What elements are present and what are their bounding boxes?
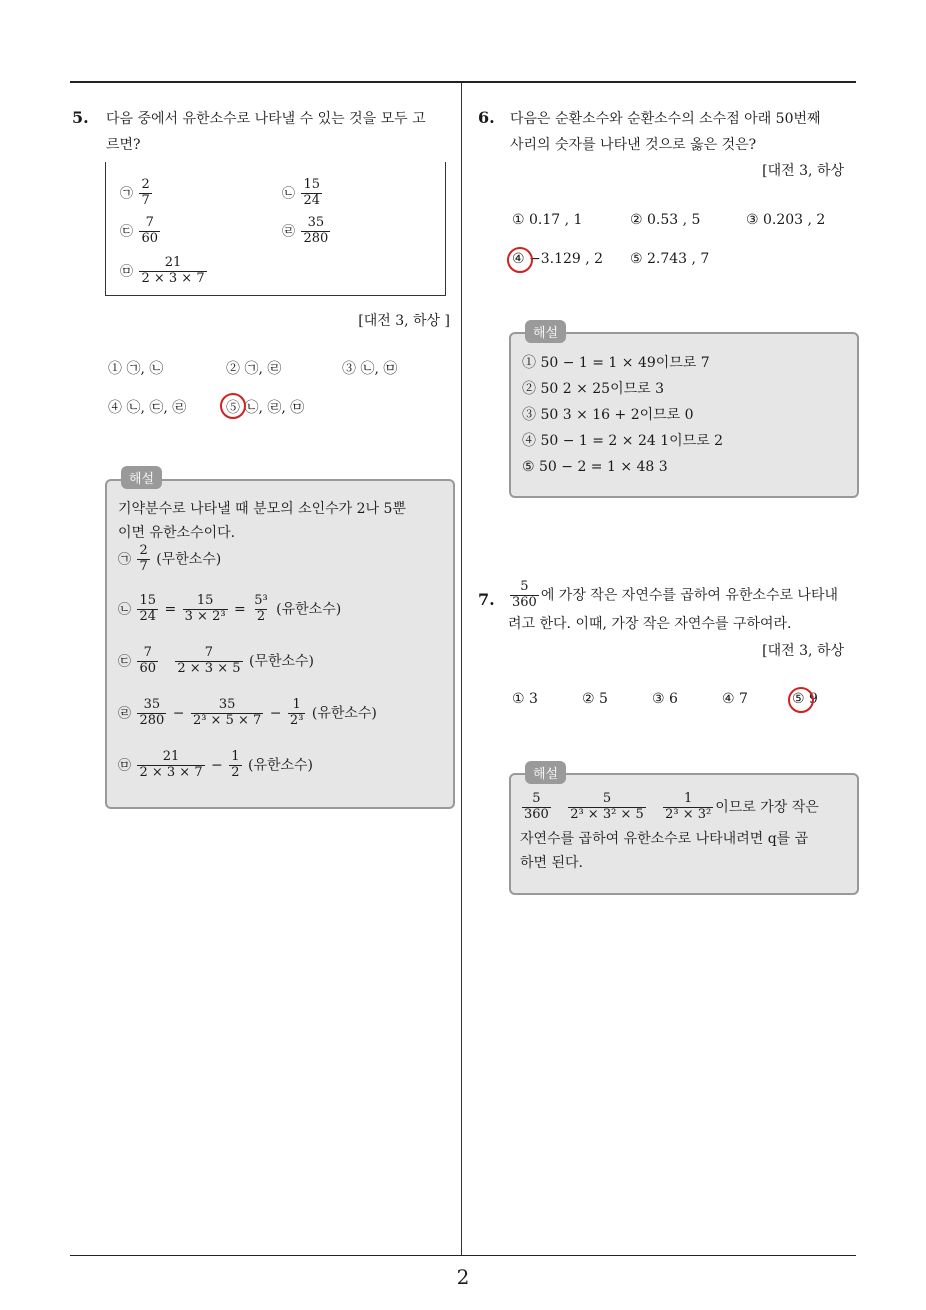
q5-number: 5. [72, 108, 89, 127]
q5-sol-intro-1: 기약분수로 나타낼 때 분모의 소인수가 2나 5뿐 [118, 501, 406, 517]
q5-line-1: 다음 중에서 유한소수로 나타낼 수 있는 것을 모두 고 [106, 111, 426, 127]
q7-choice-5[interactable]: ⑤ 9 [792, 691, 818, 707]
q7-choice-2[interactable]: ② 5 [582, 691, 608, 707]
q6-question [510, 106, 860, 158]
answer-circle-mark [788, 687, 814, 713]
q7-number: 7. [478, 590, 495, 609]
q7-source: [대전 3, 하상 [762, 643, 844, 659]
q6-choice-5[interactable]: ⑤ 2.743 , 7 [630, 251, 710, 267]
q5-item-c [120, 216, 162, 247]
q6-sol-line-1: ① 50 − 1 = 1 × 49이므로 7 [522, 355, 710, 371]
q7-sol-line-2: 자연수를 곱하여 유한소수로 나타내려면 q를 곱 [520, 831, 809, 847]
item-mark: ㉡ [282, 186, 296, 202]
q5-item-b [282, 178, 324, 209]
q6-choice-3[interactable]: ③ 0.203 , 2 [746, 212, 826, 228]
q5-sol-e: ㉤ $\frac{21}{2 \times 3 \times 7}$ − $\frac{1}{2}$ (유한소수) [118, 749, 314, 780]
q6-choice-4[interactable]: ④ −3.129 , 2 [512, 251, 604, 267]
fraction: $\frac{15}{24}$ [303, 177, 321, 208]
q5-choice-4[interactable]: ④ ㉡, ㉢, ㉣ [108, 400, 187, 416]
fraction: $\frac{21}{2 \times 3 \times 7}$ [141, 255, 205, 286]
q5-choice-2[interactable]: ② ㉠, ㉣ [226, 361, 282, 377]
q5-sol-c: ㉢ $\frac{7}{60}$ $\frac{7}{2 \times 3 \times 5}$ (무한소수) [118, 645, 314, 676]
bottom-rule [70, 1255, 856, 1256]
q5-solution-tag: 해설 [121, 466, 162, 489]
q5-items-box [105, 162, 446, 296]
q5-item-d [282, 216, 332, 247]
top-rule [70, 81, 856, 83]
q5-sol-b: ㉡ $\frac{15}{24}$ = $\frac{15}{\text{3 × 2³}}$ = $\frac{\text{5³}}{2}$ (유한소수) [118, 593, 342, 624]
q5-choice-5[interactable]: ⑤ ㉡, ㉣, ㉤ [226, 400, 305, 416]
q6-line-1: 다음은 순환소수와 순환소수의 소수점 아래 50번째 [510, 111, 821, 127]
q7-question [508, 580, 860, 637]
page-number: 2 [456, 1265, 470, 1289]
q5-sol-intro-2: 이면 유한소수이다. [118, 525, 236, 541]
item-mark: ㉣ [282, 224, 296, 240]
q5-line-2: 르면? [106, 137, 141, 153]
q7-line-2: 려고 한다. 이때, 가장 작은 자연수를 구하여라. [508, 615, 792, 632]
q5-item-a [120, 178, 154, 209]
answer-circle-mark [220, 393, 246, 419]
q5-question [106, 106, 456, 158]
fraction: $\frac{7}{60}$ [141, 215, 159, 246]
item-mark: ㉢ [120, 224, 134, 240]
q7-line-1: $\frac{5}{360}$ 에 가장 작은 자연수를 곱하여 유한소수로 나타내 [512, 579, 839, 610]
fraction: $\frac{2}{7}$ [141, 177, 150, 208]
q5-source: [대전 3, 하상 ] [358, 313, 450, 329]
q5-sol-a: ㉠ $\frac{2}{7}$ (무한소수) [118, 543, 222, 574]
q6-choice-1[interactable]: ① 0.17 , 1 [512, 212, 583, 228]
q7-sol-line-3: 하면 된다. [520, 855, 583, 871]
q6-solution-tag: 해설 [525, 320, 566, 343]
q6-source: [대전 3, 하상 [762, 163, 844, 179]
q7-solution-tag: 해설 [525, 761, 566, 784]
q7-choice-4[interactable]: ④ 7 [722, 691, 748, 707]
q5-item-e [120, 256, 209, 287]
item-mark: ㉠ [120, 186, 134, 202]
q6-line-2: 사리의 숫자를 나타낸 것으로 옳은 것은? [510, 137, 757, 153]
column-divider [461, 83, 462, 1255]
q5-choice-1[interactable]: ① ㉠, ㉡ [108, 361, 164, 377]
answer-circle-mark [507, 247, 533, 273]
fraction: $\frac{35}{280}$ [303, 215, 329, 246]
q5-choice-3[interactable]: ③ ㉡, ㉤ [342, 361, 398, 377]
q6-choice-2[interactable]: ② 0.53 , 5 [630, 212, 701, 228]
item-mark: ㉤ [120, 264, 134, 280]
q6-number: 6. [478, 108, 495, 127]
q6-sol-line-2: ② 50 2 × 25이므로 3 [522, 381, 664, 397]
q6-sol-line-5: ⑤ 50 − 2 = 1 × 48 3 [522, 459, 668, 475]
q7-sol-line-1: $\frac{5}{360}$ $\frac{5}{\text{2³ × 3² × 5}}$ $\frac{1}{\text{2³ × 3²}}$ 이므로 가장 작은 [524, 791, 819, 822]
q7-choice-3[interactable]: ③ 6 [652, 691, 678, 707]
q7-choice-1[interactable]: ① 3 [512, 691, 538, 707]
q6-sol-line-4: ④ 50 − 1 = 2 × 24 1이므로 2 [522, 433, 724, 449]
fraction: $\frac{5}{360}$ [512, 579, 537, 610]
q5-sol-d: ㉣ $\frac{35}{280}$ − $\frac{35}{\text{2³ × 5 × 7}}$ − $\frac{1}{\text{2³}}$ (유한소수) [118, 697, 377, 728]
q6-sol-line-3: ③ 50 3 × 16 + 2이므로 0 [522, 407, 694, 423]
